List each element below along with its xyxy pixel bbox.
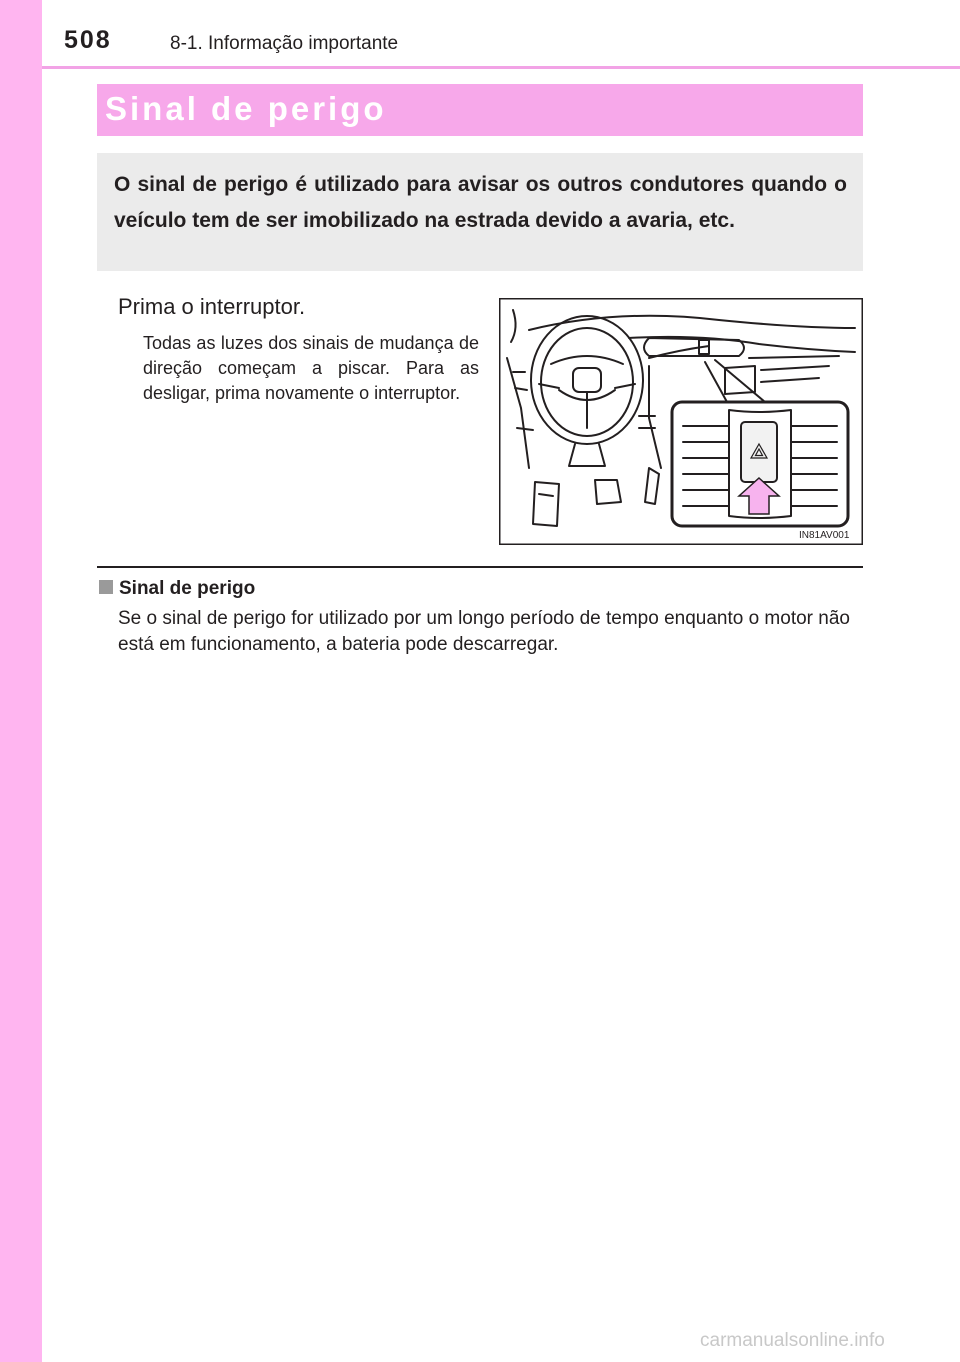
- intro-text: O sinal de perigo é utilizado para avisar os outros condutores quando o veículo tem de ser imobilizado na estrada devido a avaria, etc.: [114, 173, 847, 232]
- header-rule: [42, 66, 960, 69]
- step-heading: Prima o interruptor.: [118, 294, 306, 319]
- section-banner: [97, 84, 863, 136]
- intro-box: [97, 153, 863, 271]
- note-text: Se o sinal de perigo for utilizado por um longo período de tempo enquanto o motor não está em funcionamento, a bateria pode descarregar.: [118, 608, 850, 655]
- square-bullet-icon: [99, 580, 113, 594]
- watermark: carmanualsonline.info: [700, 1330, 885, 1351]
- note-heading: [99, 578, 255, 600]
- chapter-title: 8-1. Informação importante: [170, 33, 399, 54]
- hazard-switch-illustration: [499, 298, 863, 545]
- page-number: 508: [64, 26, 112, 54]
- section-title: Sinal de perigo: [105, 90, 387, 127]
- step-description: Todas as luzes dos sinais de mudança de direção começam a piscar. Para as desligar, prima novamente o interruptor.: [143, 333, 479, 403]
- note-title-text: Sinal de perigo: [119, 578, 256, 599]
- section-divider: [97, 566, 863, 568]
- side-color-strip: [0, 0, 42, 1362]
- illustration-code: IN81AV001: [799, 530, 850, 541]
